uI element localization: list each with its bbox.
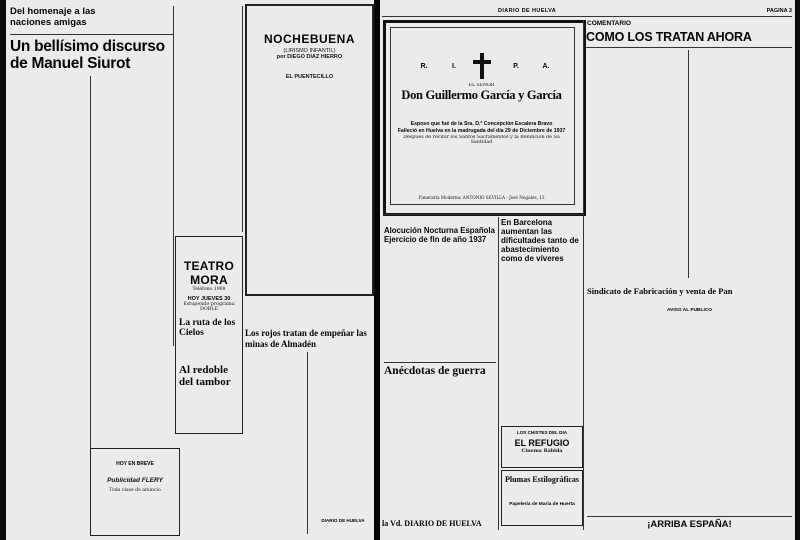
right-page — [380, 0, 795, 540]
rojos-text-col1 — [245, 352, 305, 534]
siurot-text-col1 — [10, 76, 88, 532]
rip-sacramentos: Después de recibir los Santos Sacramentos y la Bendición de Su Santidad — [403, 135, 560, 145]
rip-letter-r: R. — [420, 63, 428, 70]
poem-title: EL PUENTECILLO — [285, 74, 334, 80]
rip-letter-a: A. — [542, 63, 550, 70]
teatro-phone: Teléfono 1908 — [192, 287, 226, 292]
aviso-label: AVISO AL PUBLICO — [667, 308, 712, 313]
flery-subtitle: Toda clase de anuncio — [109, 488, 161, 493]
sindicato-list-col2 — [691, 316, 791, 408]
rojos-headline: Los rojos tratan de empeñar las minas de Almadén — [245, 328, 367, 349]
barcelona-text — [501, 264, 581, 416]
anecdotas-text-col1 — [384, 380, 436, 512]
arriba-espana: ¡ARRIBA ESPAÑA! — [587, 516, 792, 530]
center-text-col — [177, 6, 241, 232]
poem-text — [261, 86, 358, 296]
cross-icon — [473, 53, 491, 79]
rip-obituary — [383, 20, 586, 216]
rip-el-senor: EL SEÑOR — [468, 83, 495, 88]
alocucion-headline: Alocución Nocturna Española Ejercicio de fin de año 1937 — [384, 226, 495, 244]
papeleria-label: Papelería de María de Huerta — [509, 502, 575, 507]
barcelona-headline: En Barcelona aumentan las dificultades tanto de abastecimiento como de víveres — [501, 218, 579, 263]
teatro-title: TEATRO MORA — [183, 259, 235, 287]
homenaje-headline: Del homenaje a las naciones amigas — [10, 6, 96, 28]
nochebuena-subtitle: (LIRISMO INFANTIL) — [283, 48, 336, 54]
tratan-text-col2 — [691, 50, 791, 278]
alocucion-text-col1 — [384, 248, 436, 356]
brevo-headline: HOY EN BREVE — [116, 461, 154, 467]
sindicato-list-col1 — [587, 316, 685, 408]
rip-letter-p: P. — [513, 63, 519, 70]
masthead: DIARIO DE HUELVA — [498, 8, 557, 14]
nochebuena-box — [245, 4, 374, 296]
rip-letter-i: I. — [452, 63, 456, 70]
nochebuena-title: NOCHEBUENA — [263, 32, 355, 46]
rip-fallecio: Falleció en Huelva en la madrugada del día 29 de Diciembre de 1937 — [397, 128, 566, 134]
tratan-headline: COMO LOS TRATAN AHORA — [586, 30, 792, 48]
rip-name: Don Guillermo García y García — [401, 89, 562, 102]
left-page — [6, 0, 374, 540]
plumas-ad — [501, 470, 583, 526]
page-label: PAGINA 3 — [766, 8, 792, 14]
tratan-text-col1 — [587, 50, 685, 278]
refugio-title: EL REFUGIO — [514, 438, 570, 448]
teatro-film-2: Al redoble del tambor — [179, 364, 231, 388]
comentario-label: COMENTARIO — [587, 20, 631, 27]
refugio-ad — [501, 426, 583, 468]
refugio-top: LOS CHISTES DEL DIA — [516, 430, 568, 435]
rojos-text-col2 — [309, 352, 370, 534]
teatro-today: HOY JUEVES 30 — [187, 296, 231, 302]
anecdotas-headline: Anécdotas de guerra — [384, 362, 496, 378]
anecdotas-text-col2 — [440, 380, 496, 512]
teatro-film-1: La ruta de los Cielos — [179, 318, 236, 338]
teatro-mora-ad — [175, 236, 243, 434]
left-footer-tag: DIARIO DE HUELVA — [321, 518, 365, 523]
nochebuena-author: por DIEGO DIAZ HIERRO — [276, 54, 343, 60]
rip-funeraria: Funeraria Moderna: ANTONIO SEVILLA - José Nogales, 13 — [418, 195, 545, 200]
alocucion-text-col2 — [440, 248, 496, 356]
plumas-headline: Plumas Estilográficas — [505, 475, 579, 484]
refugio-subtitle: Cinema Rábida — [521, 448, 563, 454]
sindicato-text — [587, 428, 791, 506]
flery-ad — [90, 448, 180, 536]
siurot-headline: Un bellísimo discurso de Manuel Siurot — [10, 38, 165, 72]
teatro-program: Estupendo programa DOBLE — [183, 302, 235, 312]
diario-ad-footer: la Vd. DIARIO DE HUELVA — [382, 519, 482, 528]
flery-title: Publicidad FLERY — [107, 477, 163, 484]
sindicato-headline: Sindicato de Fabricación y venta de Pan — [587, 286, 733, 296]
rip-esposo: Esposo que fué de la Sra. D.ª Concepción Escalera Bravo — [410, 121, 553, 127]
